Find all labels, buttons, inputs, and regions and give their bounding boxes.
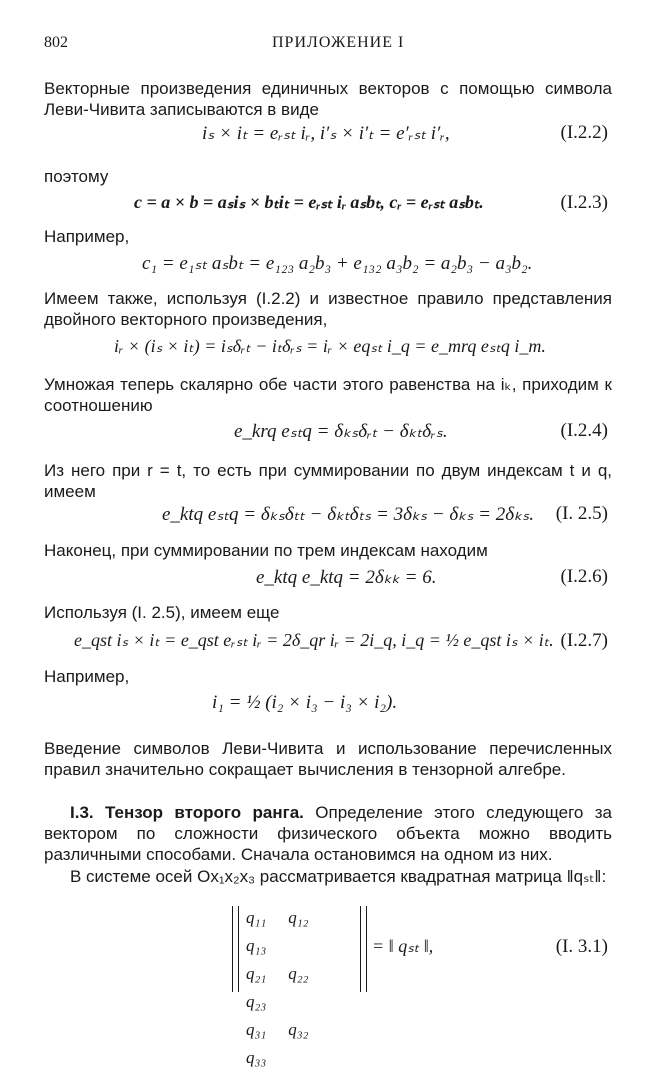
running-title: ПРИЛОЖЕНИЕ I — [272, 34, 405, 51]
matrix-cell: q₂₁ — [246, 964, 267, 983]
matrix-cell: q₂₂ — [288, 964, 309, 983]
section-title: I.3. Тензор второго ранга. — [70, 803, 304, 822]
equation-row — [44, 566, 612, 596]
equation: e_qst iₛ × iₜ = e_qst eᵣₛₜ iᵣ = 2δ_qr iᵣ = 2i_q, i_q = ½ e_qst iₛ × iₜ. — [74, 630, 554, 650]
matrix-cells — [246, 904, 358, 1072]
equation-row — [44, 936, 612, 966]
matrix-cell: q₁₁ — [246, 908, 267, 927]
equation: e_ktq eₛₜq = δₖₛδₜₜ − δₖₜδₜₛ = 3δₖₛ − δₖₛ = 2δₖₛ. — [162, 504, 535, 525]
equation: e_ktq e_ktq = 2δₖₖ = 6. — [256, 567, 437, 588]
equation: iₛ × iₜ = eᵣₛₜ iᵣ, i′ₛ × i′ₜ = e′ᵣₛₜ i′ᵣ, — [202, 123, 450, 144]
equation-row — [44, 420, 612, 450]
equation: i₁ = ½ (i₂ × i₃ − i₃ × i₂). — [212, 692, 398, 713]
equation-number: (I.2.3) — [560, 192, 608, 213]
matrix-cell: q₃₂ — [288, 1020, 309, 1039]
paragraph-6: Из него при r = t, то есть при суммировании по двум индексам t и q, имеем — [44, 461, 612, 501]
equation: c = a × b = aₛiₛ × bₜiₜ = eᵣₛₜ iᵣ aₛbₜ, cᵣ = eᵣₛₜ aₛbₜ. — [134, 192, 484, 212]
matrix-equals: = ‖ qₛₜ ‖, — [372, 936, 434, 956]
equation-number: (I.2.6) — [560, 566, 608, 587]
equation-row — [44, 503, 612, 533]
equation-number: (I. 3.1) — [555, 936, 608, 957]
matrix-row — [246, 1016, 358, 1072]
equation: iᵣ × (iₛ × iₜ) = iₛδᵣₜ − iₜδᵣₛ = iᵣ × eqₛₜ i_q = e_mrq eₛₜq i_m. — [114, 336, 546, 356]
paragraph-3: Например, — [44, 227, 130, 246]
paragraph-9: Например, — [44, 667, 130, 686]
paragraph-7: Наконец, при суммировании по трем индексам находим — [44, 541, 488, 560]
paragraph-5: Умножая теперь скалярно обе части этого равенства на iₖ, приходим к соотношению — [44, 375, 612, 415]
matrix-row — [246, 960, 358, 1016]
equation-row — [44, 692, 612, 722]
section-text: Определение этого следующего за вектором по сложности физического объекта можно вводить различными способами. Сначала остановимся на одном из них. — [44, 803, 612, 864]
equation: c₁ = e₁ₛₜ aₛbₜ = e₁₂₃ a₂b₃ + e₁₃₂ a₃b₂ = a₂b₃ − a₃b₂. — [142, 253, 533, 274]
equation: e_krq eₛₜq = δₖₛδᵣₜ − δₖₜδᵣₛ. — [234, 421, 448, 442]
paragraph-1: Векторные произведения единичных векторов с помощью символа Леви-Чивита записываются в виде — [44, 79, 612, 119]
paragraph-12: В системе осей Ox₁x₂x₃ рассматривается квадратная матрица ‖qₛₜ‖: — [70, 867, 607, 886]
paragraph-11 — [44, 802, 612, 865]
equation-number: (I.2.2) — [560, 122, 608, 143]
equation-row — [44, 252, 612, 282]
matrix-cell: q₁₂ — [288, 908, 309, 927]
matrix-cell: q₃₁ — [246, 1020, 267, 1039]
equation-number: (I. 2.5) — [555, 503, 608, 524]
equation-number: (I.2.4) — [560, 420, 608, 441]
equation-row — [44, 122, 612, 152]
matrix-cell: q₂₃ — [246, 992, 267, 1011]
matrix-cell: q₁₃ — [246, 936, 267, 955]
equation-number: (I.2.7) — [560, 630, 608, 651]
matrix-cell: q₃₃ — [246, 1048, 267, 1067]
paragraph-10: Введение символов Леви-Чивита и использование перечисленных правил значительно сокращает вычисления в тензорной алгебре. — [44, 739, 612, 779]
page-number: 802 — [44, 34, 68, 51]
paragraph-2: поэтому — [44, 167, 109, 186]
paragraph-4: Имеем также, используя (I.2.2) и известное правило представления двойного векторного произведения, — [44, 289, 612, 329]
equation-row — [44, 192, 612, 222]
equation-row — [44, 336, 612, 366]
equation-row — [44, 630, 612, 660]
paragraph-8: Используя (I. 2.5), имеем еще — [44, 603, 280, 622]
